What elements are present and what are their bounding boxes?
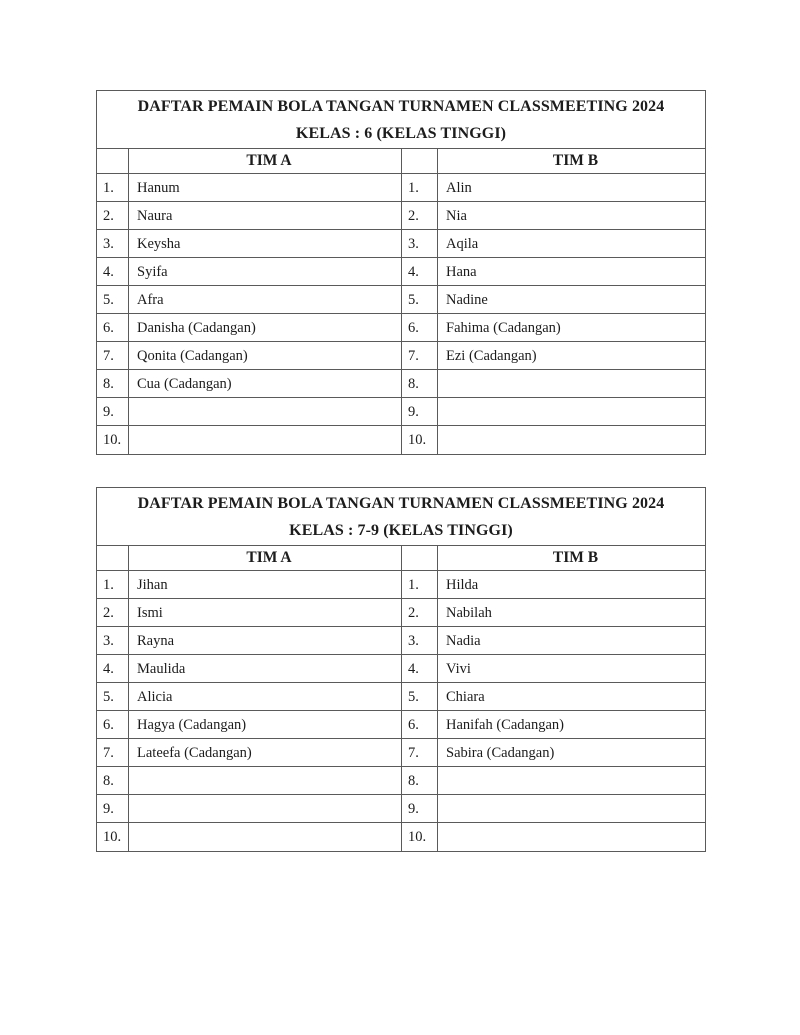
player-name-cell-team-b: Nia (446, 207, 467, 224)
row-number-cell: 3. (97, 627, 129, 654)
table-row (97, 286, 705, 314)
roster-table-kelas-7-9 (96, 487, 706, 852)
table-rows (97, 174, 705, 454)
table-row (97, 655, 705, 683)
row-number-cell: 6. (402, 711, 438, 738)
player-name-cell-team-a: Cua (Cadangan) (129, 370, 402, 397)
row-number-cell: 3. (402, 230, 438, 257)
player-name-cell-team-a: Jihan (129, 571, 402, 598)
row-number-cell: 10. (97, 823, 129, 851)
row-number-cell: 8. (97, 370, 129, 397)
table-title-line2: KELAS : 7-9 (KELAS TINGGI) (289, 522, 513, 539)
player-name-cell-team-a (129, 426, 402, 454)
row-number-cell: 1. (402, 571, 438, 598)
table-title-line1: DAFTAR PEMAIN BOLA TANGAN TURNAMEN CLASSMEETING 2024 (137, 98, 665, 115)
player-name-cell-team-b: Nabilah (446, 604, 492, 621)
empty-header-cell (97, 149, 129, 173)
table-row (97, 174, 705, 202)
row-number-cell: 9. (402, 398, 438, 425)
player-name-cell-team-a (129, 767, 402, 794)
row-number-cell: 1. (402, 174, 438, 201)
row-number-cell: 3. (402, 627, 438, 654)
player-name-cell-team-b (438, 426, 705, 454)
table-row (97, 683, 705, 711)
row-number-cell: 7. (97, 739, 129, 766)
player-name-cell-team-b: Alin (446, 179, 472, 196)
player-name-cell-team-b: Fahima (Cadangan) (446, 319, 561, 336)
player-name-cell-team-b: Aqila (446, 235, 479, 252)
table-rows (97, 571, 705, 851)
player-name-cell-team-b: Hanifah (Cadangan) (446, 716, 564, 733)
player-name-cell-team-a: Hagya (Cadangan) (129, 711, 402, 738)
team-a-header: TIM A (129, 149, 402, 173)
player-name-cell-team-a: Rayna (129, 627, 402, 654)
player-name-cell-team-b (438, 370, 705, 397)
player-name-cell-team-a: Qonita (Cadangan) (129, 342, 402, 369)
table-row (97, 314, 705, 342)
team-b-header: TIM B (552, 152, 599, 169)
team-header-row (97, 546, 705, 571)
table-row (97, 370, 705, 398)
player-name-cell-team-b: Hana (446, 263, 477, 280)
player-name-cell-team-a: Afra (129, 286, 402, 313)
empty-header-cell (402, 546, 438, 570)
row-number-cell: 9. (402, 795, 438, 822)
table-row (97, 767, 705, 795)
table-title-cell (97, 91, 705, 149)
row-number-cell: 8. (402, 370, 438, 397)
row-number-cell: 8. (402, 767, 438, 794)
table-row (97, 739, 705, 767)
table-row (97, 823, 705, 851)
table-title-line2: KELAS : 6 (KELAS TINGGI) (295, 125, 507, 142)
row-number-cell: 10. (402, 823, 438, 851)
table-title-line1: DAFTAR PEMAIN BOLA TANGAN TURNAMEN CLASSMEETING 2024 (137, 495, 665, 512)
row-number-cell: 4. (402, 655, 438, 682)
player-name-cell-team-b: Ezi (Cadangan) (446, 347, 537, 364)
roster-table-kelas-6 (96, 90, 706, 455)
row-number-cell: 7. (402, 342, 438, 369)
row-number-cell: 10. (402, 426, 438, 454)
row-number-cell: 6. (97, 314, 129, 341)
player-name-cell-team-a (129, 398, 402, 425)
player-name-cell-team-b (438, 398, 705, 425)
row-number-cell: 3. (97, 230, 129, 257)
table-title-cell (97, 488, 705, 546)
table-row (97, 230, 705, 258)
table-row (97, 258, 705, 286)
row-number-cell: 10. (97, 426, 129, 454)
table-row (97, 202, 705, 230)
table-row (97, 627, 705, 655)
table-row (97, 571, 705, 599)
team-b-header: TIM B (552, 549, 599, 566)
row-number-cell: 5. (402, 683, 438, 710)
player-name-cell-team-a: Syifa (129, 258, 402, 285)
player-name-cell-team-b: Vivi (446, 660, 471, 677)
empty-header-cell (97, 546, 129, 570)
player-name-cell-team-a: Maulida (129, 655, 402, 682)
player-name-cell-team-b: Sabira (Cadangan) (446, 744, 555, 761)
player-name-cell-team-a: Lateefa (Cadangan) (129, 739, 402, 766)
player-name-cell-team-a (129, 823, 402, 851)
table-row (97, 342, 705, 370)
team-a-header: TIM A (129, 546, 402, 570)
row-number-cell: 7. (97, 342, 129, 369)
row-number-cell: 2. (402, 599, 438, 626)
row-number-cell: 4. (97, 258, 129, 285)
table-row (97, 398, 705, 426)
row-number-cell: 6. (97, 711, 129, 738)
player-name-cell-team-b: Chiara (446, 688, 485, 705)
player-name-cell-team-b (438, 767, 705, 794)
row-number-cell: 8. (97, 767, 129, 794)
row-number-cell: 5. (402, 286, 438, 313)
table-row (97, 599, 705, 627)
player-name-cell-team-b (438, 823, 705, 851)
player-name-cell-team-b (438, 795, 705, 822)
player-name-cell-team-a: Alicia (129, 683, 402, 710)
row-number-cell: 2. (402, 202, 438, 229)
row-number-cell: 7. (402, 739, 438, 766)
row-number-cell: 9. (97, 398, 129, 425)
player-name-cell-team-a: Keysha (129, 230, 402, 257)
player-name-cell-team-a: Naura (129, 202, 402, 229)
row-number-cell: 6. (402, 314, 438, 341)
player-name-cell-team-b: Hilda (446, 576, 479, 593)
row-number-cell: 1. (97, 174, 129, 201)
player-name-cell-team-a: Ismi (129, 599, 402, 626)
team-header-row (97, 149, 705, 174)
table-row (97, 711, 705, 739)
player-name-cell-team-b: Nadine (446, 291, 488, 308)
empty-header-cell (402, 149, 438, 173)
row-number-cell: 9. (97, 795, 129, 822)
row-number-cell: 4. (402, 258, 438, 285)
player-name-cell-team-a: Hanum (129, 174, 402, 201)
table-row (97, 795, 705, 823)
row-number-cell: 1. (97, 571, 129, 598)
row-number-cell: 2. (97, 599, 129, 626)
player-name-cell-team-b: Nadia (446, 632, 481, 649)
row-number-cell: 2. (97, 202, 129, 229)
row-number-cell: 5. (97, 683, 129, 710)
row-number-cell: 5. (97, 286, 129, 313)
player-name-cell-team-a (129, 795, 402, 822)
table-row (97, 426, 705, 454)
player-name-cell-team-a: Danisha (Cadangan) (129, 314, 402, 341)
row-number-cell: 4. (97, 655, 129, 682)
